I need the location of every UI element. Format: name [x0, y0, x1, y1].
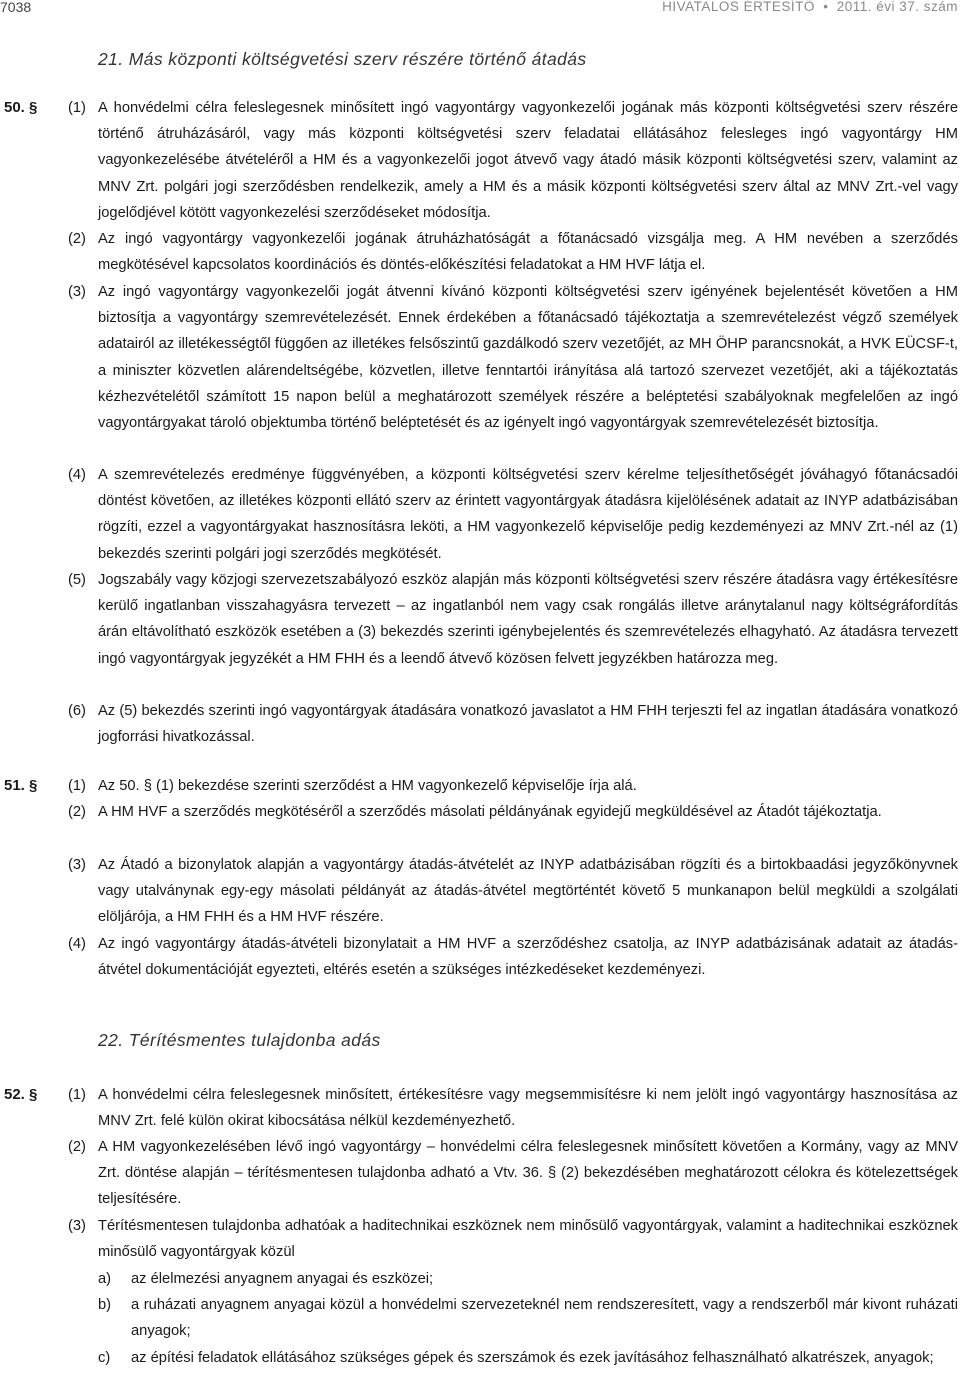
journal-issue: 2011. évi 37. szám [836, 0, 958, 14]
subsection-number: (1) [68, 778, 86, 794]
subsection-text: A HM HVF a szerződés megkötéséről a szerződés másolati példányának egyidejű megküldésével az Átadót tájékoztatja. [98, 804, 882, 820]
section-21-title: 21. Más központi költségvetési szerv részére történő átadás [98, 49, 587, 69]
subsection-number: (4) [68, 936, 86, 952]
subsection-number: (3) [68, 1218, 86, 1234]
subsection-text: Az ingó vagyontárgy vagyonkezelői jogának átruházhatóságát a főtanácsadó vizsgálja meg. A HM nevében a szerződés megkötésével kapcsolatos koordinációs és döntés-előkészítési feladatokat a HM HVF látja el. [98, 231, 958, 274]
list-item-letter: a) [98, 1271, 112, 1287]
list-item-text: az élelmezési anyagnem anyagai és eszközei; [131, 1271, 434, 1287]
list-item-text: az építési feladatok ellátásához szükséges gépek és szerszámok és ezek javításához felhasználható alkatrészek, anyagok; [131, 1350, 934, 1366]
journal-title: HIVATALOS ÉRTESÍTŐ [662, 0, 815, 14]
subsection-text: Térítésmentesen tulajdonba adhatóak a haditechnikai eszköznek nem minősülő vagyontárgyak, valamint a haditechnikai eszköznek minősülő vagyontárgyak közül [98, 1218, 958, 1261]
page-header [0, 0, 960, 22]
paragraph-number: 51. § [4, 777, 38, 794]
header-bullet: • [823, 0, 829, 14]
subsection-number: (1) [68, 100, 86, 116]
page-number: 7038 [0, 0, 32, 15]
subsection-text: Az Átadó a bizonylatok alapján a vagyontárgy átadás-átvételét az INYP adatbázisában rögzíti és a birtokbaadási jegyzőkönyvnek vagy utalványnak egy-egy másolati példányát az átadás-átvétel megtörténtét követő 5 munkanapon belül megküldi a szolgálati elöljárója, a HM FHH és a HM HVF részére. [98, 857, 958, 926]
subsection-number: (2) [68, 1139, 86, 1155]
subsection-number: (4) [68, 467, 86, 483]
subsection-text: Az ingó vagyontárgy átadás-átvételi bizonylatait a HM HVF a szerződéshez csatolja, az INYP adatbázisának adatait az átadás-átvétel dokumentációját egyezteti, eltérés esetén a szükséges intézkedéseket kezdeményezi. [98, 936, 958, 979]
subsection-text: A honvédelmi célra feleslegesnek minősített, értékesítésre vagy megsemmisítésre ki nem jelölt ingó vagyontárgy hasznosítása az MNV Zrt. felé külön okirat kibocsátása nélkül kezdeményezhető. [98, 1087, 958, 1130]
list-item-letter: c) [98, 1350, 111, 1366]
paragraph-number: 52. § [4, 1086, 38, 1103]
subsection-text: A szemrevételezés eredménye függvényében, a központi költségvetési szerv kérelme teljesíthetőségét jóváhagyó főtanácsadói döntést követően, az illetékes központi ellátó szerv az érintett vagyontárgyak átadásra kijelölésének adatait az INYP adatbázisában rögzíti, ezzel a vagyontárgyakat hasznosításra leköti, a HM vagyonkezelő képviselője pedig kezdeményezi az MNV Zrt.-nél az (1) bekezdés szerinti polgári jogi szerződés megkötését. [98, 467, 958, 562]
subsection-text: A HM vagyonkezelésében lévő ingó vagyontárgy – honvédelmi célra feleslegesnek minősített követően a Kormány, vagy az MNV Zrt. döntése alapján – térítésmentesen tulajdonba adható a Vtv. 36. § (2) bekezdésében meghatározott célokra és kötelezettségek teljesítésére. [98, 1139, 958, 1208]
subsection-number: (2) [68, 804, 86, 820]
subsection-number: (3) [68, 857, 86, 873]
subsection-number: (6) [68, 703, 86, 719]
subsection-number: (2) [68, 231, 86, 247]
subsection-text: Jogszabály vagy közjogi szervezetszabályozó eszköz alapján más központi költségvetési szerv részére átadásra vagy értékesítésre kerülő ingatlanban visszahagyásra tervezett – az ingatlanból nem vagy csak rongálás illetve aránytalanul nagy költségráfordítás árán eltávolítható eszközök esetében a (3) bekezdés szerinti igénybejelentés és szemrevételezés elhagyható. Az átadásra tervezett ingó vagyontárgyak jegyzékét a HM FHH és a leendő átvevő közösen felvett jegyzékben határozza meg. [98, 572, 958, 667]
list-item-letter: b) [98, 1297, 112, 1313]
paragraph-number: 50. § [4, 99, 38, 116]
journal-header [662, 0, 958, 14]
subsection-text: A honvédelmi célra feleslegesnek minősített ingó vagyontárgy vagyonkezelői jogának más központi költségvetési szerv részére történő átruházásáról, vagy más központi költségvetési szerv feladatai ellátásához felesleges ingó vagyontárgy HM vagyonkezelésébe átvételéről a HM és a vagyonkezelői jogot átvevő vagy átadó másik központi költségvetési szerv, valamint az MNV Zrt. polgári jogi szerződésben rendelkezik, amely a HM és a másik központi költségvetési szerv által az MNV Zrt.-vel vagy jogelődjével kötött vagyonkezelési szerződéseket módosítja. [98, 100, 958, 221]
section-22-title: 22. Térítésmentes tulajdonba adás [98, 1030, 381, 1050]
subsection-text: Az (5) bekezdés szerinti ingó vagyontárgyak átadására vonatkozó javaslatot a HM FHH terjeszti fel az ingatlan átadására vonatkozó jogforrási hivatkozással. [98, 703, 958, 746]
subsection-number: (3) [68, 284, 86, 300]
subsection-number: (5) [68, 572, 86, 588]
list-item-text: a ruházati anyagnem anyagai közül a honvédelmi szervezeteknél nem rendszeresített, vagy a rendszerből már kivont ruházati anyagok; [131, 1297, 958, 1340]
subsection-number: (1) [68, 1087, 86, 1103]
subsection-text: Az ingó vagyontárgy vagyonkezelői jogát átvenni kívánó központi költségvetési szerv igényének bejelentését követően a HM biztosítja a vagyontárgy szemrevételezését. Ennek érdekében a főtanácsadó tájékoztatja a szemrevételezést végző személyek adatairól az illetékességtől függően az illetékes felsőszintű gazdálkodó szerv vezetőjét, az MH ÖHP parancsnokát, a HVK EÜCSF-t, a miniszter közvetlen alárendeltségébe, közvetlen, illetve fenntartói irányítása alá tartozó szervezet vezetőjét, aki a tájékoztatás kézhezvételétől számított 15 napon belül a meghatározott személyek részére a beléptetési szabályoknak megfelelően az ingó vagyontárgyakat tároló objektumba történő beléptetését és az igényelt ingó vagyontárgyak szemrevételezését biztosítja. [98, 284, 958, 432]
subsection-text: Az 50. § (1) bekezdése szerinti szerződést a HM vagyonkezelő képviselője írja alá. [98, 778, 637, 794]
